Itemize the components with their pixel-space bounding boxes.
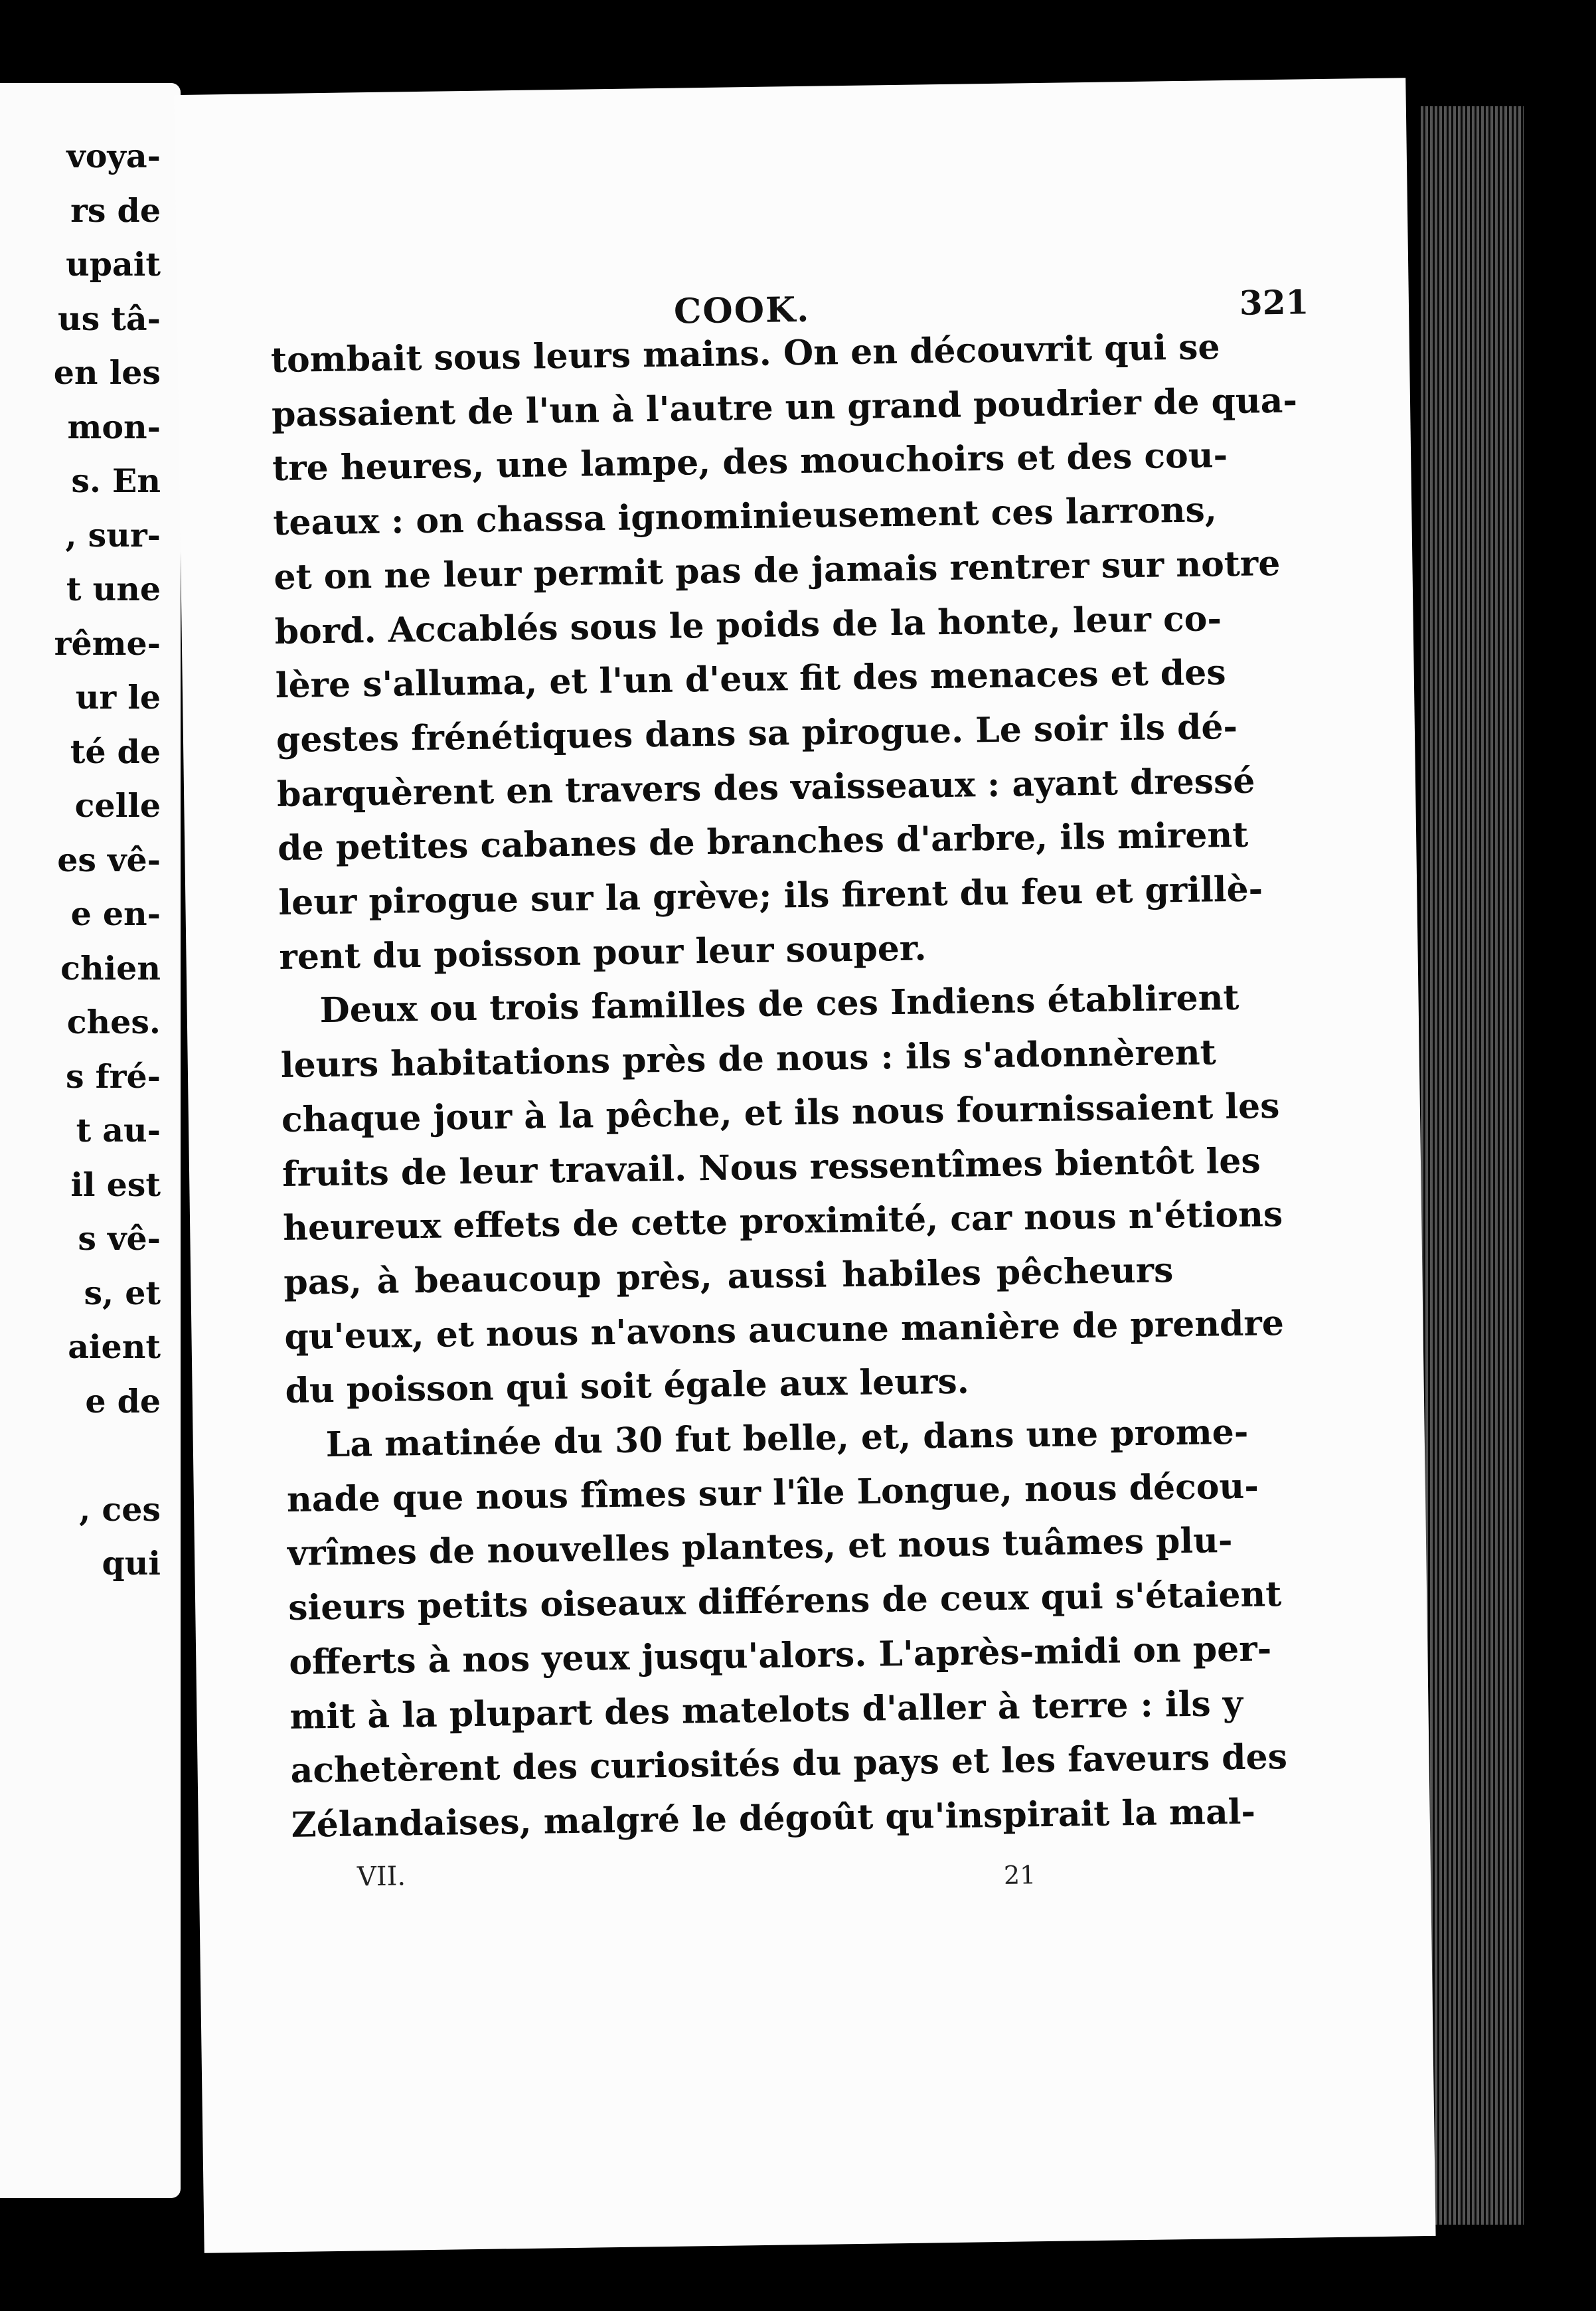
body-line: rent du poisson pour leur souper. — [279, 928, 927, 978]
left-page-line: , sur- — [65, 515, 161, 555]
body-line: fruits de leur travail. Nous ressentîmes bientôt les — [281, 1140, 1261, 1195]
left-page — [0, 83, 181, 2198]
left-page-line: ur le — [75, 678, 161, 717]
body-line: leur pirogue sur la grève; ils firent du feu et grillè- — [278, 869, 1263, 924]
body-line: achetèrent des curiosités du pays et les faveurs des — [290, 1737, 1288, 1792]
left-page-line: té de — [70, 732, 161, 771]
body-line: et on ne leur permit pas de jamais rentrer sur notre — [274, 543, 1281, 598]
folio-mark: 21 — [1003, 1860, 1036, 1890]
body-line: bord. Accablés sous le poids de la honte, leur co- — [274, 598, 1222, 652]
running-head: COOK. — [673, 289, 811, 332]
body-line: chaque jour à la pêche, et ils nous fournissaient les — [281, 1085, 1280, 1140]
left-page-line: rême- — [54, 624, 161, 663]
left-page-line: es vê- — [57, 840, 161, 879]
page-number: 321 — [1239, 282, 1309, 323]
left-page-line: qui — [102, 1544, 161, 1583]
body-line: La matinée du 30 fut belle, et, dans une prome- — [325, 1411, 1249, 1466]
body-line: tre heures, une lampe, des mouchoirs et des cou- — [272, 435, 1228, 489]
body-line: tombait sous leurs mains. On en découvrit qui se — [270, 327, 1220, 381]
right-page — [174, 78, 1435, 2253]
left-page-line: celle — [74, 786, 161, 825]
body-line: gestes frénétiques dans sa pirogue. Le soir ils dé- — [276, 706, 1238, 760]
page-edges — [1421, 106, 1524, 2225]
body-line: offerts à nos yeux jusqu'alors. L'après-midi on per- — [288, 1628, 1272, 1683]
left-page-line: t au- — [76, 1111, 161, 1150]
body-line: leurs habitations près de nous : ils s'adonnèrent — [280, 1032, 1217, 1086]
body-line: passaient de l'un à l'autre un grand poudrier de qua- — [271, 380, 1298, 435]
body-line: qu'eux, et nous n'avons aucune manière de prendre — [284, 1302, 1285, 1357]
left-page-line: s fré- — [65, 1057, 161, 1096]
left-page-line: upait — [66, 245, 161, 284]
body-line: de petites cabanes de branches d'arbre, ils mirent — [277, 814, 1249, 869]
left-page-line: , ces — [79, 1490, 161, 1529]
body-line: heureux effets de cette proximité, car nous n'étions — [282, 1194, 1283, 1249]
body-line: Deux ou trois familles de ces Indiens établirent — [319, 978, 1239, 1031]
left-page-line: e de — [85, 1381, 161, 1420]
body-line: sieurs petits oiseaux différens de ceux qui s'étaient — [287, 1574, 1282, 1629]
left-page-line: chien — [60, 948, 161, 987]
body-line: Zélandaises, malgré le dégoût qu'inspirait la mal- — [291, 1791, 1256, 1845]
body-line: vrîmes de nouvelles plantes, et nous tuâmes plu- — [287, 1520, 1233, 1575]
body-line: pas, à beaucoup près, aussi habiles pêcheurs — [283, 1250, 1174, 1303]
left-page-line: s vê- — [78, 1219, 161, 1258]
left-page-line: il est — [70, 1165, 161, 1204]
signature-mark: VII. — [357, 1861, 406, 1893]
left-page-line: s. En — [71, 462, 161, 500]
left-page-line: mon- — [67, 407, 161, 446]
left-page-line: ches. — [66, 1003, 161, 1041]
left-page-line: e en- — [70, 895, 161, 933]
body-line: barquèrent en travers des vaisseaux : ayant dressé — [276, 760, 1255, 815]
body-line: du poisson qui soit égale aux leurs. — [285, 1361, 970, 1412]
body-line: mit à la plupart des matelots d'aller à terre : ils y — [289, 1683, 1243, 1737]
left-page-line: s, et — [84, 1273, 161, 1312]
left-page-line: aient — [68, 1327, 161, 1366]
left-page-line: t une — [66, 570, 161, 608]
body-line: teaux : on chassa ignominieusement ces larrons, — [272, 489, 1218, 544]
left-page-line: en les — [53, 353, 161, 392]
left-page-line: voya- — [66, 137, 161, 175]
left-page-line: us tâ- — [58, 299, 161, 338]
body-line: nade que nous fîmes sur l'île Longue, nous décou- — [286, 1466, 1259, 1520]
body-line: lère s'alluma, et l'un d'eux fit des menaces et des — [275, 652, 1226, 707]
left-page-line: rs de — [70, 191, 161, 230]
